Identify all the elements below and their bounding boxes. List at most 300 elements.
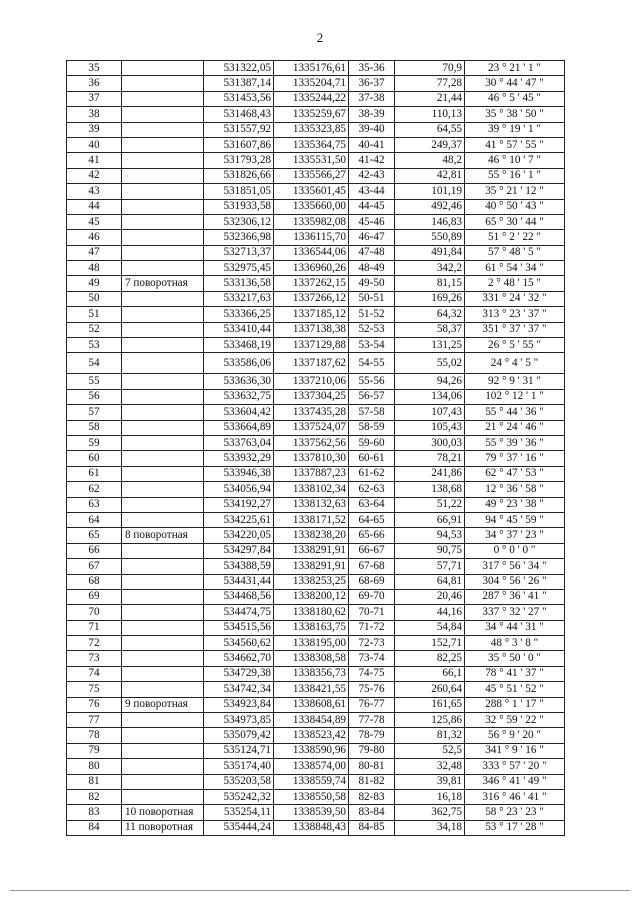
segment-cell: 59-60 — [349, 435, 395, 450]
segment-cell: 78-79 — [349, 728, 395, 743]
point-type-cell — [122, 153, 204, 168]
segment-cell: 36-37 — [349, 76, 395, 91]
point-type-cell: 9 поворотная — [122, 697, 204, 712]
bearing-cell: 55 ° 44 ' 36 " — [465, 405, 565, 420]
table-row — [67, 322, 565, 337]
point-type-cell — [122, 512, 204, 527]
x-coordinate-cell: 532975,45 — [204, 261, 274, 276]
bearing-cell: 316 ° 46 ' 41 " — [465, 789, 565, 804]
bearing-cell: 94 ° 45 ' 59 " — [465, 512, 565, 527]
x-coordinate-cell: 533136,58 — [204, 276, 274, 291]
table-row — [67, 666, 565, 681]
point-number-cell: 73 — [67, 651, 122, 666]
point-type-cell — [122, 389, 204, 404]
point-number-cell: 36 — [67, 76, 122, 91]
bearing-cell: 45 ° 51 ' 52 " — [465, 682, 565, 697]
x-coordinate-cell: 534474,75 — [204, 605, 274, 620]
table-row — [67, 122, 565, 137]
y-coordinate-cell: 1338180,62 — [274, 605, 349, 620]
x-coordinate-cell: 531607,86 — [204, 137, 274, 152]
segment-cell: 46-47 — [349, 230, 395, 245]
table-row — [67, 374, 565, 389]
length-cell: 300,03 — [395, 435, 465, 450]
segment-cell: 66-67 — [349, 543, 395, 558]
point-number-cell: 72 — [67, 636, 122, 651]
table-row — [67, 153, 565, 168]
bearing-cell: 32 ° 59 ' 22 " — [465, 713, 565, 728]
table-row — [67, 620, 565, 635]
segment-cell: 72-73 — [349, 636, 395, 651]
x-coordinate-cell: 535254,11 — [204, 805, 274, 820]
bearing-cell: 48 ° 3 ' 8 " — [465, 636, 565, 651]
x-coordinate-cell: 534297,84 — [204, 543, 274, 558]
x-coordinate-cell: 533632,75 — [204, 389, 274, 404]
x-coordinate-cell: 535174,40 — [204, 759, 274, 774]
bearing-cell: 26 ° 5 ' 55 " — [465, 338, 565, 353]
point-number-cell: 63 — [67, 497, 122, 512]
segment-cell: 38-39 — [349, 107, 395, 122]
point-number-cell: 56 — [67, 389, 122, 404]
y-coordinate-cell: 1335660,00 — [274, 199, 349, 214]
x-coordinate-cell: 531387,14 — [204, 76, 274, 91]
bearing-cell: 317 ° 56 ' 34 " — [465, 559, 565, 574]
x-coordinate-cell: 533604,42 — [204, 405, 274, 420]
table-row — [67, 451, 565, 466]
table-row — [67, 76, 565, 91]
x-coordinate-cell: 534515,56 — [204, 620, 274, 635]
point-type-cell — [122, 230, 204, 245]
bearing-cell: 346 ° 41 ' 49 " — [465, 774, 565, 789]
point-type-cell — [122, 713, 204, 728]
x-coordinate-cell: 535444,24 — [204, 820, 274, 835]
y-coordinate-cell: 1337810,30 — [274, 451, 349, 466]
length-cell: 20,46 — [395, 589, 465, 604]
point-type-cell: 8 поворотная — [122, 528, 204, 543]
segment-cell: 71-72 — [349, 620, 395, 635]
y-coordinate-cell: 1338163,75 — [274, 620, 349, 635]
point-type-cell — [122, 435, 204, 450]
point-type-cell — [122, 620, 204, 635]
length-cell: 550,89 — [395, 230, 465, 245]
length-cell: 66,1 — [395, 666, 465, 681]
y-coordinate-cell: 1338253,25 — [274, 574, 349, 589]
table-row — [67, 61, 565, 76]
y-coordinate-cell: 1335566,27 — [274, 168, 349, 183]
table-row — [67, 697, 565, 712]
length-cell: 169,26 — [395, 291, 465, 306]
table-row — [67, 559, 565, 574]
x-coordinate-cell: 534468,56 — [204, 589, 274, 604]
x-coordinate-cell: 534431,44 — [204, 574, 274, 589]
y-coordinate-cell: 1338559,74 — [274, 774, 349, 789]
bearing-cell: 39 ° 19 ' 1 " — [465, 122, 565, 137]
point-type-cell — [122, 168, 204, 183]
y-coordinate-cell: 1337266,12 — [274, 291, 349, 306]
point-number-cell: 40 — [67, 137, 122, 152]
y-coordinate-cell: 1335204,71 — [274, 76, 349, 91]
bearing-cell: 341 ° 9 ' 16 " — [465, 743, 565, 758]
point-number-cell: 78 — [67, 728, 122, 743]
length-cell: 146,83 — [395, 214, 465, 229]
x-coordinate-cell: 531851,05 — [204, 184, 274, 199]
point-type-cell — [122, 743, 204, 758]
segment-cell: 70-71 — [349, 605, 395, 620]
point-number-cell: 62 — [67, 482, 122, 497]
bottom-divider — [10, 890, 630, 891]
x-coordinate-cell: 531826,66 — [204, 168, 274, 183]
y-coordinate-cell: 1336115,70 — [274, 230, 349, 245]
bearing-cell: 78 ° 41 ' 37 " — [465, 666, 565, 681]
bearing-cell: 304 ° 56 ' 26 " — [465, 574, 565, 589]
x-coordinate-cell: 533946,38 — [204, 466, 274, 481]
point-number-cell: 74 — [67, 666, 122, 681]
x-coordinate-cell: 533763,04 — [204, 435, 274, 450]
y-coordinate-cell: 1338550,58 — [274, 789, 349, 804]
y-coordinate-cell: 1338574,00 — [274, 759, 349, 774]
bearing-cell: 24 ° 4 ' 5 " — [465, 353, 565, 374]
point-type-cell — [122, 199, 204, 214]
length-cell: 55,02 — [395, 353, 465, 374]
table-row — [67, 230, 565, 245]
point-type-cell — [122, 605, 204, 620]
x-coordinate-cell: 531933,58 — [204, 199, 274, 214]
bearing-cell: 12 ° 36 ' 58 " — [465, 482, 565, 497]
x-coordinate-cell: 531557,92 — [204, 122, 274, 137]
point-type-cell — [122, 497, 204, 512]
segment-cell: 83-84 — [349, 805, 395, 820]
bearing-cell: 40 ° 50 ' 43 " — [465, 199, 565, 214]
segment-cell: 77-78 — [349, 713, 395, 728]
x-coordinate-cell: 535124,71 — [204, 743, 274, 758]
bearing-cell: 53 ° 17 ' 28 " — [465, 820, 565, 835]
point-number-cell: 38 — [67, 107, 122, 122]
point-number-cell: 70 — [67, 605, 122, 620]
length-cell: 66,91 — [395, 512, 465, 527]
length-cell: 134,06 — [395, 389, 465, 404]
point-type-cell — [122, 107, 204, 122]
table-row — [67, 276, 565, 291]
point-type-cell: 7 поворотная — [122, 276, 204, 291]
y-coordinate-cell: 1338590,96 — [274, 743, 349, 758]
point-number-cell: 54 — [67, 353, 122, 374]
segment-cell: 40-41 — [349, 137, 395, 152]
table-row — [67, 482, 565, 497]
length-cell: 107,43 — [395, 405, 465, 420]
x-coordinate-cell: 532713,37 — [204, 245, 274, 260]
length-cell: 44,16 — [395, 605, 465, 620]
x-coordinate-cell: 533664,89 — [204, 420, 274, 435]
point-number-cell: 69 — [67, 589, 122, 604]
table-row — [67, 91, 565, 106]
point-number-cell: 79 — [67, 743, 122, 758]
y-coordinate-cell: 1335244,22 — [274, 91, 349, 106]
bearing-cell: 287 ° 36 ' 41 " — [465, 589, 565, 604]
point-number-cell: 77 — [67, 713, 122, 728]
point-number-cell: 46 — [67, 230, 122, 245]
point-number-cell: 48 — [67, 261, 122, 276]
segment-cell: 75-76 — [349, 682, 395, 697]
point-type-cell — [122, 338, 204, 353]
point-type-cell — [122, 214, 204, 229]
length-cell: 52,5 — [395, 743, 465, 758]
bearing-cell: 35 ° 50 ' 0 " — [465, 651, 565, 666]
point-type-cell — [122, 759, 204, 774]
segment-cell: 56-57 — [349, 389, 395, 404]
y-coordinate-cell: 1338200,12 — [274, 589, 349, 604]
point-number-cell: 67 — [67, 559, 122, 574]
length-cell: 51,22 — [395, 497, 465, 512]
bearing-cell: 79 ° 37 ' 16 " — [465, 451, 565, 466]
bearing-cell: 92 ° 9 ' 31 " — [465, 374, 565, 389]
table-row — [67, 184, 565, 199]
segment-cell: 62-63 — [349, 482, 395, 497]
length-cell: 105,43 — [395, 420, 465, 435]
point-type-cell — [122, 122, 204, 137]
point-number-cell: 68 — [67, 574, 122, 589]
point-type-cell — [122, 137, 204, 152]
bearing-cell: 337 ° 32 ' 27 " — [465, 605, 565, 620]
length-cell: 42,81 — [395, 168, 465, 183]
length-cell: 34,18 — [395, 820, 465, 835]
point-type-cell — [122, 61, 204, 76]
point-type-cell — [122, 184, 204, 199]
length-cell: 81,32 — [395, 728, 465, 743]
bearing-cell: 51 ° 2 ' 22 " — [465, 230, 565, 245]
bearing-cell: 58 ° 23 ' 23 " — [465, 805, 565, 820]
bearing-cell: 34 ° 44 ' 31 " — [465, 620, 565, 635]
y-coordinate-cell: 1337210,06 — [274, 374, 349, 389]
y-coordinate-cell: 1337129,88 — [274, 338, 349, 353]
segment-cell: 48-49 — [349, 261, 395, 276]
point-number-cell: 60 — [67, 451, 122, 466]
y-coordinate-cell: 1337138,38 — [274, 322, 349, 337]
x-coordinate-cell: 533410,44 — [204, 322, 274, 337]
length-cell: 492,46 — [395, 199, 465, 214]
length-cell: 32,48 — [395, 759, 465, 774]
y-coordinate-cell: 1335601,45 — [274, 184, 349, 199]
x-coordinate-cell: 532366,98 — [204, 230, 274, 245]
coordinates-table — [66, 60, 565, 836]
segment-cell: 63-64 — [349, 497, 395, 512]
point-type-cell — [122, 574, 204, 589]
table-row — [67, 497, 565, 512]
point-number-cell: 55 — [67, 374, 122, 389]
x-coordinate-cell: 534742,34 — [204, 682, 274, 697]
point-number-cell: 71 — [67, 620, 122, 635]
y-coordinate-cell: 1338102,34 — [274, 482, 349, 497]
segment-cell: 42-43 — [349, 168, 395, 183]
x-coordinate-cell: 534220,05 — [204, 528, 274, 543]
segment-cell: 61-62 — [349, 466, 395, 481]
x-coordinate-cell: 531468,43 — [204, 107, 274, 122]
point-type-cell — [122, 789, 204, 804]
table-row — [67, 466, 565, 481]
y-coordinate-cell: 1336960,26 — [274, 261, 349, 276]
point-type-cell — [122, 374, 204, 389]
x-coordinate-cell: 531793,28 — [204, 153, 274, 168]
point-number-cell: 41 — [67, 153, 122, 168]
y-coordinate-cell: 1338171,52 — [274, 512, 349, 527]
x-coordinate-cell: 534056,94 — [204, 482, 274, 497]
segment-cell: 55-56 — [349, 374, 395, 389]
segment-cell: 47-48 — [349, 245, 395, 260]
point-type-cell — [122, 353, 204, 374]
y-coordinate-cell: 1338356,73 — [274, 666, 349, 681]
bearing-cell: 41 ° 57 ' 55 " — [465, 137, 565, 152]
y-coordinate-cell: 1335982,08 — [274, 214, 349, 229]
length-cell: 54,84 — [395, 620, 465, 635]
bearing-cell: 0 ° 0 ' 0 " — [465, 543, 565, 558]
bearing-cell: 55 ° 39 ' 36 " — [465, 435, 565, 450]
segment-cell: 74-75 — [349, 666, 395, 681]
point-number-cell: 51 — [67, 307, 122, 322]
point-type-cell — [122, 420, 204, 435]
point-number-cell: 39 — [67, 122, 122, 137]
table-row — [67, 589, 565, 604]
segment-cell: 35-36 — [349, 61, 395, 76]
segment-cell: 51-52 — [349, 307, 395, 322]
y-coordinate-cell: 1335176,61 — [274, 61, 349, 76]
bearing-cell: 46 ° 10 ' 7 " — [465, 153, 565, 168]
x-coordinate-cell: 535203,58 — [204, 774, 274, 789]
length-cell: 70,9 — [395, 61, 465, 76]
segment-cell: 54-55 — [349, 353, 395, 374]
bearing-cell: 30 ° 44 ' 47 " — [465, 76, 565, 91]
table-row — [67, 291, 565, 306]
y-coordinate-cell: 1338132,63 — [274, 497, 349, 512]
segment-cell: 81-82 — [349, 774, 395, 789]
bearing-cell: 62 ° 47 ' 53 " — [465, 466, 565, 481]
point-number-cell: 80 — [67, 759, 122, 774]
x-coordinate-cell: 535242,32 — [204, 789, 274, 804]
segment-cell: 53-54 — [349, 338, 395, 353]
segment-cell: 64-65 — [349, 512, 395, 527]
table-row — [67, 774, 565, 789]
point-number-cell: 47 — [67, 245, 122, 260]
point-type-cell — [122, 76, 204, 91]
length-cell: 161,65 — [395, 697, 465, 712]
point-type-cell — [122, 91, 204, 106]
point-type-cell — [122, 774, 204, 789]
y-coordinate-cell: 1337187,62 — [274, 353, 349, 374]
table-row — [67, 435, 565, 450]
table-row — [67, 261, 565, 276]
point-number-cell: 83 — [67, 805, 122, 820]
point-type-cell: 10 поворотная — [122, 805, 204, 820]
length-cell: 260,64 — [395, 682, 465, 697]
point-type-cell — [122, 543, 204, 558]
bearing-cell: 333 ° 57 ' 20 " — [465, 759, 565, 774]
y-coordinate-cell: 1335531,50 — [274, 153, 349, 168]
point-number-cell: 84 — [67, 820, 122, 835]
length-cell: 39,81 — [395, 774, 465, 789]
bearing-cell: 61 ° 54 ' 34 " — [465, 261, 565, 276]
length-cell: 16,18 — [395, 789, 465, 804]
table-row — [67, 338, 565, 353]
y-coordinate-cell: 1338421,55 — [274, 682, 349, 697]
segment-cell: 73-74 — [349, 651, 395, 666]
table-row — [67, 107, 565, 122]
y-coordinate-cell: 1335364,75 — [274, 137, 349, 152]
x-coordinate-cell: 534662,70 — [204, 651, 274, 666]
length-cell: 241,86 — [395, 466, 465, 481]
y-coordinate-cell: 1338848,43 — [274, 820, 349, 835]
bearing-cell: 65 ° 30 ' 44 " — [465, 214, 565, 229]
length-cell: 58,37 — [395, 322, 465, 337]
y-coordinate-cell: 1337887,23 — [274, 466, 349, 481]
x-coordinate-cell: 533586,06 — [204, 353, 274, 374]
x-coordinate-cell: 533932,29 — [204, 451, 274, 466]
point-type-cell — [122, 728, 204, 743]
x-coordinate-cell: 534388,59 — [204, 559, 274, 574]
point-number-cell: 57 — [67, 405, 122, 420]
point-number-cell: 59 — [67, 435, 122, 450]
segment-cell: 82-83 — [349, 789, 395, 804]
point-number-cell: 37 — [67, 91, 122, 106]
segment-cell: 79-80 — [349, 743, 395, 758]
point-type-cell — [122, 559, 204, 574]
y-coordinate-cell: 1336544,06 — [274, 245, 349, 260]
segment-cell: 52-53 — [349, 322, 395, 337]
bearing-cell: 34 ° 37 ' 23 " — [465, 528, 565, 543]
x-coordinate-cell: 533217,63 — [204, 291, 274, 306]
length-cell: 78,21 — [395, 451, 465, 466]
table-row — [67, 353, 565, 374]
x-coordinate-cell: 533468,19 — [204, 338, 274, 353]
point-type-cell — [122, 682, 204, 697]
length-cell: 362,75 — [395, 805, 465, 820]
segment-cell: 41-42 — [349, 153, 395, 168]
segment-cell: 58-59 — [349, 420, 395, 435]
table-row — [67, 805, 565, 820]
point-number-cell: 43 — [67, 184, 122, 199]
coordinates-table-body — [67, 61, 565, 836]
y-coordinate-cell: 1338291,91 — [274, 559, 349, 574]
point-type-cell — [122, 261, 204, 276]
segment-cell: 60-61 — [349, 451, 395, 466]
bearing-cell: 331 ° 24 ' 32 " — [465, 291, 565, 306]
segment-cell: 68-69 — [349, 574, 395, 589]
table-row — [67, 214, 565, 229]
length-cell: 249,37 — [395, 137, 465, 152]
y-coordinate-cell: 1338608,61 — [274, 697, 349, 712]
length-cell: 57,71 — [395, 559, 465, 574]
y-coordinate-cell: 1337562,56 — [274, 435, 349, 450]
table-row — [67, 420, 565, 435]
length-cell: 342,2 — [395, 261, 465, 276]
x-coordinate-cell: 531453,56 — [204, 91, 274, 106]
x-coordinate-cell: 533366,25 — [204, 307, 274, 322]
point-type-cell — [122, 291, 204, 306]
table-row — [67, 713, 565, 728]
point-number-cell: 61 — [67, 466, 122, 481]
point-type-cell — [122, 651, 204, 666]
table-row — [67, 137, 565, 152]
point-number-cell: 45 — [67, 214, 122, 229]
bearing-cell: 49 ° 23 ' 38 " — [465, 497, 565, 512]
bearing-cell: 35 ° 38 ' 50 " — [465, 107, 565, 122]
x-coordinate-cell: 534560,62 — [204, 636, 274, 651]
segment-cell: 76-77 — [349, 697, 395, 712]
segment-cell: 84-85 — [349, 820, 395, 835]
point-type-cell — [122, 307, 204, 322]
table-row — [67, 789, 565, 804]
bearing-cell: 46 ° 5 ' 45 " — [465, 91, 565, 106]
point-number-cell: 53 — [67, 338, 122, 353]
point-number-cell: 49 — [67, 276, 122, 291]
point-number-cell: 81 — [67, 774, 122, 789]
table-row — [67, 682, 565, 697]
